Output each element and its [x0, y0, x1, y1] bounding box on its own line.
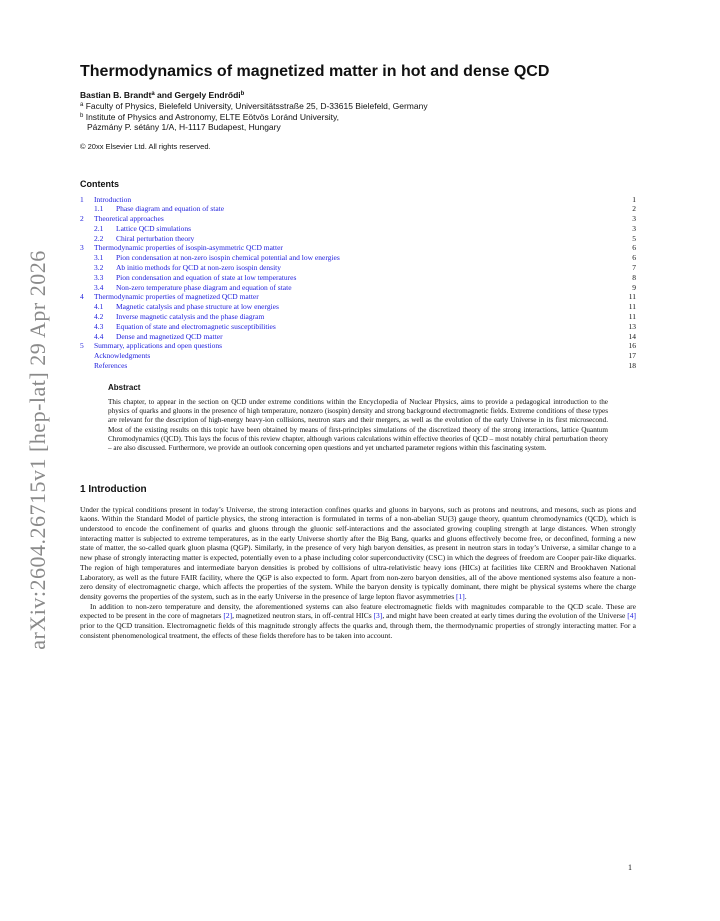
section-1-heading: 1 Introduction [80, 483, 147, 495]
toc-entry-page: 3 [632, 214, 636, 224]
toc-entry-page: 6 [632, 243, 636, 253]
paragraph-1-end: . [464, 591, 467, 601]
toc-entry-title[interactable]: Thermodynamic properties of magnetized QCD matter [94, 292, 259, 302]
toc-entry-number: 2 [80, 214, 84, 224]
toc-entry-title[interactable]: Ab initio methods for QCD at non-zero isospin density [116, 263, 281, 273]
table-of-contents [80, 195, 636, 371]
toc-entry-page: 18 [628, 361, 636, 371]
toc-entry-number: 4.1 [94, 302, 104, 312]
paragraph-2-text-4: prior to the QCD transition. Electromagnetic fields of this magnitude strongly affects the quarks and, through them, the thermodynamic properties of strongly interacting matter. For a consistent phenomenological treatment, the effects of these fields therefore has to be taken into account. [80, 621, 636, 640]
page-number: 1 [628, 863, 632, 872]
toc-entry-title[interactable]: Phase diagram and equation of state [116, 204, 225, 214]
toc-entry-number: 1 [80, 194, 84, 204]
toc-entry-page: 11 [628, 312, 636, 322]
paragraph-1-text: Under the typical conditions present in today’s Universe, the strong interaction confines quarks and gluons in baryons, such as protons and neutrons, and mesons, such as pions and kaons. Within the Standard Model of particle physics, the strong interaction is formulated in terms of a non-abelian SU(3) gauge theory, quantum chromodynamics (QCD), which is understood to encode the confinement of quarks and gluons through the gluonic self-interactions and the associated growing coupling strength at large distances. When strongly interacting matter is subjected to extreme temperatures, as in the early Universe shortly after the Big Bang, quarks and gluons effectively become free, or deconfined, forming a new state of matter, the so-called quark gluon plasma (QGP). Similarly, in the presence of very high baryon densities, as present in neutron stars in today’s Universe, a similar change to a new phase of strongly interacting matter is expected, potentially even to a phase including color superconductivity (CSC) in which the degrees of freedom are Cooper pair-like diquarks. The region of high temperatures and intermediate baryon densities is probed by collisions of ultra-relativistic heavy ions (HICs) at facilities like CERN and Brookhaven National Laboratory, as well as the future FAIR facility, where the QGP is also expected to form. Apart from non-zero baryon densities, all of the above mentioned systems also feature a non-zero density of electromagnetic charge, which affects the properties of the system. While the baryon density is typically dominant, there might be physical systems where the charge density governs the properties of the system, such as in the early Universe in the presence of large lepton flavor asymmetries [80, 504, 636, 601]
paragraph-2-text-3: , and might have been created at early times during the evolution of the Universe [382, 611, 628, 621]
paper-page [80, 62, 636, 640]
paragraph-2-text-2: , magnetized neutron stars, in off-central HICs [232, 611, 374, 621]
toc-entry-title[interactable]: Dense and magnetized QCD matter [116, 331, 223, 341]
toc-entry-page: 2 [632, 204, 636, 214]
toc-entry[interactable] [80, 224, 636, 234]
copyright-notice: © 20xx Elsevier Ltd. All rights reserved. [80, 141, 211, 151]
affiliation-a [80, 101, 636, 112]
affiliation-b-continued: Pázmány P. sétány 1/A, H-1117 Budapest, Hungary [87, 122, 281, 132]
author-1: Bastian B. Brandt [80, 90, 152, 100]
paragraph-2 [80, 602, 636, 641]
toc-entry-number: 2.2 [94, 233, 104, 243]
toc-entry[interactable] [80, 341, 636, 351]
toc-entry-page: 9 [632, 282, 636, 292]
toc-entry[interactable] [80, 322, 636, 332]
affiliation-a-mark: a [80, 102, 84, 108]
toc-entry[interactable] [80, 195, 636, 205]
toc-entry-title[interactable]: Introduction [94, 194, 132, 204]
toc-entry-page: 11 [628, 302, 636, 312]
toc-entry-title[interactable]: Non-zero temperature phase diagram and equation of state [116, 282, 292, 292]
toc-entry[interactable] [80, 302, 636, 312]
citation-2-link[interactable]: [2] [223, 611, 233, 621]
paper-title: Thermodynamics of magnetized matter in hot and dense QCD [80, 63, 550, 80]
toc-entry-page: 5 [632, 233, 636, 243]
toc-entry-page: 1 [632, 194, 636, 204]
toc-entry[interactable] [80, 234, 636, 244]
abstract-text: This chapter, to appear in the section on QCD under extreme conditions within the Encyclopedia of Nuclear Physics, aims to provide a pedagogical introduction to the physics of quarks and gluons in the presence of high temperature, nonzero (isospin) density and strong background electromagnetic fields. Extreme conditions of these types are relevant for the description of high-energy heavy-ion collisions, neutron stars and their mergers, as well as the evolution of the early Universe in its first microsecond. Most of the existing results on this topic have been obtained by means of first-principles simulations of the discretized theory of the strong interactions, lattice Quantum Chromodynamics (QCD). This lays the focus of this review chapter, although various calculations within effective theories of QCD – most notably chiral perturbation theory – are also discussed. Furthermore, we provide an outlook concerning open questions and yet uncharted parameter regions within this fascinating system. [108, 397, 608, 453]
toc-entry[interactable] [80, 351, 636, 361]
toc-entry-number: 4 [80, 292, 84, 302]
toc-entry-page: 8 [632, 272, 636, 282]
toc-entry-title[interactable]: Magnetic catalysis and phase structure at low energies [116, 302, 279, 312]
toc-entry-number: 3.2 [94, 263, 104, 273]
toc-entry[interactable] [80, 263, 636, 273]
toc-entry-title[interactable]: Equation of state and electromagnetic susceptibilities [116, 321, 276, 331]
abstract-heading: Abstract [108, 382, 141, 392]
author-2-affiliation-mark: b [240, 91, 245, 97]
toc-entry-title[interactable]: References [94, 361, 128, 371]
paragraph-2-text-1: In addition to non-zero temperature and density, the aforementioned systems can also feature electromagnetic fields with magnitudes comparable to the QCD scale. These are expected to be present in the core of magnetars [80, 601, 636, 621]
author-conjunction: and [154, 90, 175, 100]
toc-entry-page: 17 [628, 351, 636, 361]
toc-entry-number: 4.4 [94, 331, 104, 341]
toc-entry-page: 3 [632, 223, 636, 233]
toc-entry-title[interactable]: Theoretical approaches [94, 214, 164, 224]
arxiv-identifier: arXiv:2604.26715v1 [hep-lat] 29 Apr 2026 [25, 250, 50, 650]
toc-entry[interactable] [80, 243, 636, 253]
toc-entry[interactable] [80, 312, 636, 322]
author-line [80, 90, 636, 101]
toc-entry[interactable] [80, 273, 636, 283]
abstract-block [108, 383, 608, 454]
affiliation-b [80, 112, 636, 123]
arxiv-sidebar-stamp [22, 250, 54, 650]
toc-entry-number: 3.3 [94, 272, 104, 282]
toc-entry-title[interactable]: Pion condensation at non-zero isospin chemical potential and low energies [116, 253, 340, 263]
toc-entry-title[interactable]: Pion condensation and equation of state at low temperatures [116, 272, 297, 282]
toc-entry-number: 5 [80, 341, 84, 351]
toc-entry[interactable] [80, 361, 636, 371]
toc-entry[interactable] [80, 292, 636, 302]
toc-entry-title[interactable]: Thermodynamic properties of isospin-asymmetric QCD matter [94, 243, 283, 253]
toc-entry-title[interactable]: Summary, applications and open questions [94, 341, 223, 351]
author-1-affiliation-mark: a [151, 91, 155, 97]
toc-entry[interactable] [80, 204, 636, 214]
toc-entry-number: 1.1 [94, 204, 104, 214]
toc-entry-page: 13 [628, 321, 636, 331]
toc-entry-page: 16 [628, 341, 636, 351]
section-1-body [80, 505, 636, 641]
toc-entry[interactable] [80, 283, 636, 293]
toc-entry-title[interactable]: Lattice QCD simulations [116, 223, 191, 233]
toc-entry-page: 6 [632, 253, 636, 263]
contents-heading: Contents [80, 178, 119, 189]
toc-entry-number: 3.4 [94, 282, 104, 292]
toc-entry[interactable] [80, 253, 636, 263]
author-2: Gergely Endrődi [174, 90, 241, 100]
toc-entry-number: 4.3 [94, 321, 104, 331]
toc-entry-number: 3 [80, 243, 84, 253]
paragraph-1 [80, 505, 636, 602]
affiliation-b-mark: b [80, 112, 84, 119]
toc-entry-page: 14 [628, 331, 636, 341]
toc-entry-page: 7 [632, 263, 636, 273]
toc-entry[interactable] [80, 332, 636, 342]
toc-entry-page: 11 [628, 292, 636, 302]
toc-entry[interactable] [80, 214, 636, 224]
toc-entry-number: 3.1 [94, 253, 104, 263]
toc-entry-title[interactable]: Acknowledgments [94, 351, 151, 361]
affiliation-a-text: Faculty of Physics, Bielefeld University, Universitätsstraße 25, D-33615 Bielefeld, Germany [85, 101, 428, 111]
toc-entry-number: 4.2 [94, 312, 104, 322]
affiliation-b-text: Institute of Physics and Astronomy, ELTE Eötvös Loránd University, [85, 111, 339, 122]
toc-entry-title[interactable]: Chiral perturbation theory [116, 233, 195, 243]
toc-entry-number: 2.1 [94, 223, 104, 233]
citation-4-link[interactable]: [4] [627, 611, 636, 621]
toc-entry-title[interactable]: Inverse magnetic catalysis and the phase diagram [116, 312, 265, 322]
citation-3-link[interactable]: [3] [373, 611, 383, 621]
citation-1-link[interactable]: [1] [456, 591, 465, 601]
